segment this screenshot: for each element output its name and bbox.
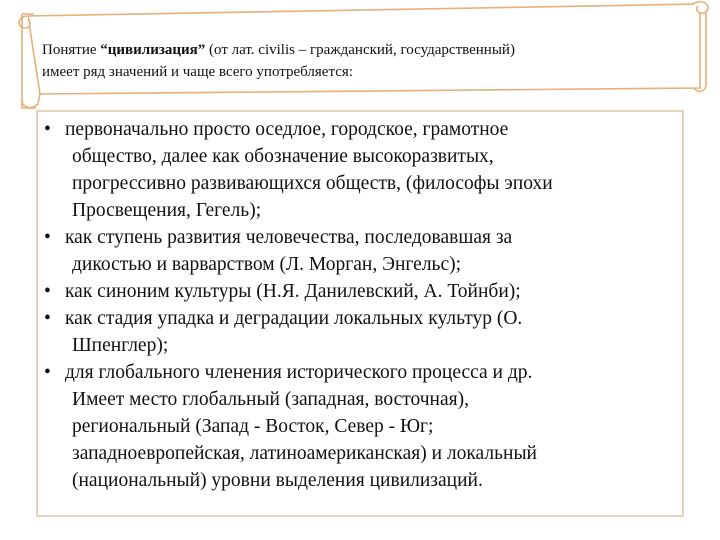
list-item-line: как синоним культуры (Н.Я. Данилевский, А. Тойнби);: [65, 281, 521, 302]
bullet-icon: •: [44, 308, 51, 329]
list-item-line: Шпенглер);: [72, 335, 169, 356]
list-item-line: Имеет место глобальный (западная, восточная),: [72, 389, 469, 410]
intro-prefix: Понятие: [42, 42, 101, 58]
list-item-line: дикостью и варварством (Л. Морган, Энгельс);: [72, 254, 462, 275]
list-item-line: прогрессивно развивающихся обществ, (философы эпохи: [72, 173, 553, 194]
bullet-icon: •: [44, 227, 51, 248]
list-item-line: как ступень развития человечества, последовавшая за: [65, 227, 513, 248]
scroll-banner: [0, 0, 720, 112]
intro-line-2: имеет ряд значений и чаще всего употребляется:: [42, 64, 353, 80]
intro-suffix: (от лат. civilis – гражданский, государственный): [205, 42, 515, 58]
bullet-icon: •: [44, 362, 51, 383]
bullet-icon: •: [44, 281, 51, 302]
intro-term: “цивилизация”: [100, 42, 206, 58]
list-item: [44, 278, 694, 305]
list-item: [44, 305, 694, 359]
list-item-line: общество, далее как обозначение высокоразвитых,: [72, 146, 494, 167]
list-item: [44, 116, 694, 224]
list-item-line: западноевропейская, латиноамериканская) и локальный: [72, 443, 537, 464]
list-item: [44, 359, 694, 494]
meanings-list: [44, 116, 694, 494]
list-item-line: для глобального членения исторического процесса и др.: [65, 362, 533, 383]
bullet-icon: •: [44, 119, 51, 140]
list-item-line: (национальный) уровни выделения цивилизаций.: [72, 470, 483, 491]
intro-line-1: [42, 39, 692, 61]
list-item-line: Просвещения, Гегель);: [72, 200, 262, 221]
list-item-line: первоначально просто оседлое, городское, грамотное: [65, 119, 509, 140]
list-item-line: как стадия упадка и деградации локальных культур (О.: [65, 308, 523, 329]
definition-intro: [42, 39, 692, 83]
list-item: [44, 224, 694, 278]
list-item-line: региональный (Запад - Восток, Север - Юг;: [72, 416, 434, 437]
